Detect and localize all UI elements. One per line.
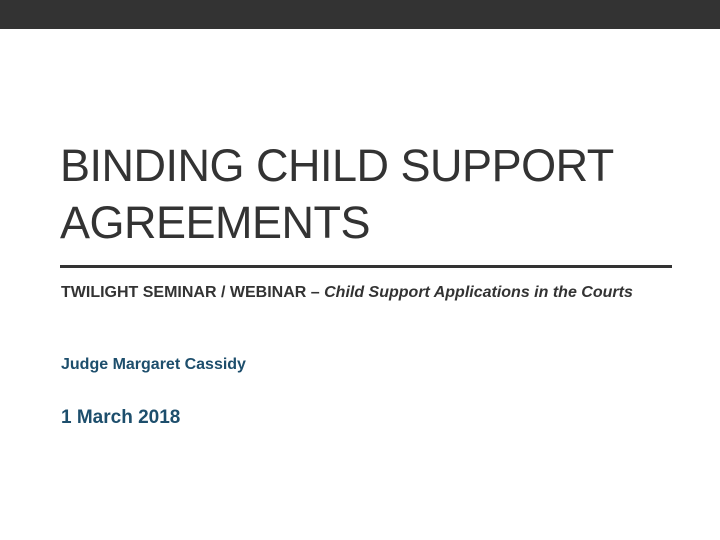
presentation-date: 1 March 2018 xyxy=(61,407,181,428)
slide-title-line-2: AGREEMENTS xyxy=(60,197,371,248)
title-divider xyxy=(60,265,672,268)
top-bar xyxy=(0,0,720,29)
slide-title xyxy=(60,137,700,251)
slide-title-line-1: BINDING CHILD SUPPORT xyxy=(60,140,614,191)
subtitle-italic: Child Support Applications in the Courts xyxy=(324,284,633,301)
presenter-name: Judge Margaret Cassidy xyxy=(61,356,246,373)
slide-subtitle xyxy=(61,282,661,303)
subtitle-prefix: TWILIGHT SEMINAR / WEBINAR – xyxy=(61,284,325,301)
